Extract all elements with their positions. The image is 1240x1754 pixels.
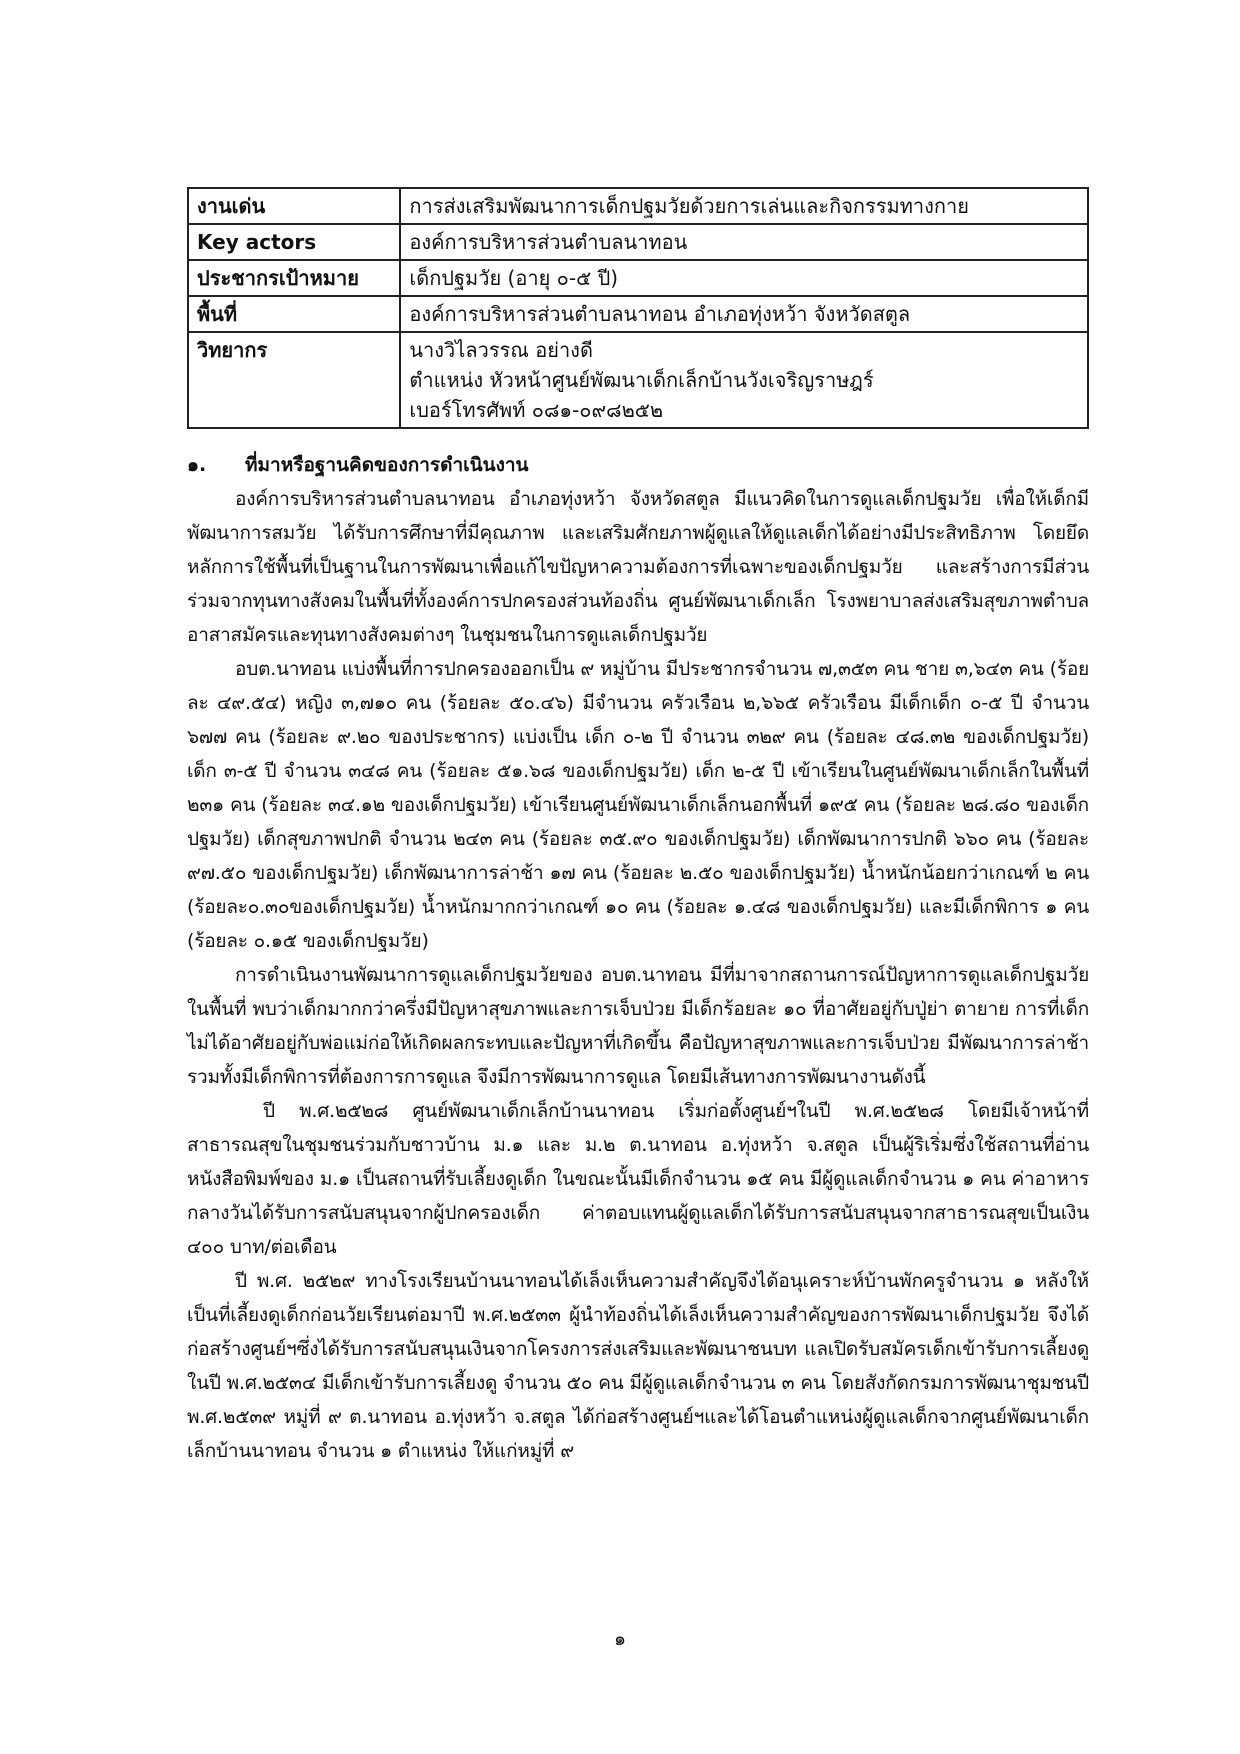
table-row <box>188 296 1088 332</box>
row-value <box>400 260 1088 296</box>
row-label: วิทยากร <box>188 332 400 428</box>
page-number: ๑ <box>613 1628 627 1650</box>
table-row <box>188 332 1088 428</box>
row-value <box>400 296 1088 332</box>
row-value-line: นางวิไลวรรณ อย่างดี <box>409 338 593 362</box>
row-label: Key actors <box>188 224 400 260</box>
section-heading <box>187 448 1089 482</box>
section-number: ๑. <box>187 454 207 476</box>
row-value <box>400 188 1088 224</box>
table-row <box>188 260 1088 296</box>
row-label: ประชากรเป้าหมาย <box>188 260 400 296</box>
row-value-line: เบอร์โทรศัพท์ ๐๘๑-๐๙๘๒๕๒ <box>409 398 664 422</box>
row-value-line: องค์การบริหารส่วนตำบลนาทอน อำเภอทุ่งหว้า จังหวัดสตูล <box>409 302 911 326</box>
table-row <box>188 188 1088 224</box>
row-value-line: ตำแหน่ง หัวหน้าศูนย์พัฒนาเด็กเล็กบ้านวังเจริญราษฎร์ <box>409 368 874 392</box>
row-value <box>400 332 1088 428</box>
row-value <box>400 224 1088 260</box>
paragraph: องค์การบริหารส่วนตำบลนาทอน อำเภอทุ่งหว้า จังหวัดสตูล มีแนวคิดในการดูแลเด็กปฐมวัย เพื่อให้เด็กมีพัฒนาการสมวัย ได้รับการศึกษาที่มีคุณภาพ และเสริมศักยภาพผู้ดูแลให้ดูแลเด็กได้อย่างมีประสิทธิภาพ โดยยึดหลักการใช้พื้นที่เป็นฐานในการพัฒนาเพื่อแก้ไขปัญหาความต้องการที่เฉพาะของเด็กปฐมวัย และสร้างการมีส่วนร่วมจากทุนทางสังคมในพื้นที่ทั้งองค์การปกครองส่วนท้องถิ่น ศูนย์พัฒนาเด็กเล็ก โรงพยาบาลส่งเสริมสุขภาพตำบล อาสาสมัครและทุนทางสังคมต่างๆ ในชุมชนในการดูแลเด็กปฐมวัย <box>187 488 1089 646</box>
info-table <box>187 187 1089 429</box>
paragraph: การดำเนินงานพัฒนาการดูแลเด็กปฐมวัยของ อบต.นาทอน มีที่มาจากสถานการณ์ปัญหาการดูแลเด็กปฐมวัยในพื้นที่ พบว่าเด็กมากกว่าครึ่งมีปัญหาสุขภาพและการเจ็บป่วย มีเด็กร้อยละ ๑๐ ที่อาศัยอยู่กับปู่ย่า ตายาย การที่เด็กไม่ได้อาศัยอยู่กับพ่อแม่ก่อให้เกิดผลกระทบและปัญหาที่เกิดขึ้น คือปัญหาสุขภาพและการเจ็บป่วย มีพัฒนาการล่าช้า รวมทั้งมีเด็กพิการที่ต้องการการดูแล จึงมีการพัฒนาการดูแล โดยมีเส้นทางการพัฒนางานดังนี้ <box>187 964 1089 1088</box>
section-content <box>187 448 1089 1468</box>
paragraph: ปี พ.ศ. ๒๕๒๙ ทางโรงเรียนบ้านนาทอนได้เล็งเห็นความสำคัญจึงได้อนุเคราะห์บ้านพักครูจำนวน ๑ หลังให้เป็นที่เลี้ยงดูเด็กก่อนวัยเรียนต่อมาปี พ.ศ.๒๕๓๓ ผู้นำท้องถิ่นได้เล็งเห็นความสำคัญของการพัฒนาเด็กปฐมวัย จึงได้ก่อสร้างศูนย์ฯซึ่งได้รับการสนับสนุนเงินจากโครงการส่งเสริมและพัฒนาชนบท แลเปิดรับสมัครเด็กเข้ารับการเลี้ยงดูในปี พ.ศ.๒๕๓๔ มีเด็กเข้ารับการเลี้ยงดู จำนวน ๕๐ คน มีผู้ดูแลเด็กจำนวน ๓ คน โดยสังกัดกรมการพัฒนาชุมชนปี พ.ศ.๒๕๓๙ หมู่ที่ ๙ ต.นาทอน อ.ทุ่งหว้า จ.สตูล ได้ก่อสร้างศูนย์ฯและได้โอนตำแหน่งผู้ดูแลเด็กจากศูนย์พัฒนาเด็กเล็กบ้านนาทอน จำนวน ๑ ตำแหน่ง ให้แก่หมู่ที่ ๙ <box>187 1270 1089 1462</box>
row-label: พื้นที่ <box>188 296 400 332</box>
row-value-line: เด็กปฐมวัย (อายุ ๐-๕ ปี) <box>409 266 619 290</box>
row-value-line: การส่งเสริมพัฒนาการเด็กปฐมวัยด้วยการเล่นและกิจกรรมทางกาย <box>409 194 969 218</box>
row-value-line: องค์การบริหารส่วนตำบลนาทอน <box>409 230 688 254</box>
table-row <box>188 224 1088 260</box>
paragraph: อบต.นาทอน แบ่งพื้นที่การปกครองออกเป็น ๙ หมู่บ้าน มีประชากรจำนวน ๗,๓๕๓ คน ชาย ๓,๖๔๓ คน (ร้อยละ ๔๙.๕๔) หญิง ๓,๗๑๐ คน (ร้อยละ ๕๐.๔๖) มีจำนวน ครัวเรือน ๒,๖๖๕ ครัวเรือน มีเด็กเด็ก ๐-๕ ปี จำนวน ๖๗๗ คน (ร้อยละ ๙.๒๐ ของประชากร) แบ่งเป็น เด็ก ๐-๒ ปี จำนวน ๓๒๙ คน (ร้อยละ ๔๘.๓๒ ของเด็กปฐมวัย) เด็ก ๓-๕ ปี จำนวน ๓๔๘ คน (ร้อยละ ๕๑.๖๘ ของเด็กปฐมวัย) เด็ก ๒-๕ ปี เข้าเรียนในศูนย์พัฒนาเด็กเล็กในพื้นที่ ๒๓๑ คน (ร้อยละ ๓๔.๑๒ ของเด็กปฐมวัย) เข้าเรียนศูนย์พัฒนาเด็กเล็กนอกพื้นที่ ๑๙๕ คน (ร้อยละ ๒๘.๘๐ ของเด็กปฐมวัย) เด็กสุขภาพปกติ จำนวน ๒๔๓ คน (ร้อยละ ๓๕.๙๐ ของเด็กปฐมวัย) เด็กพัฒนาการปกติ ๖๖๐ คน (ร้อยละ ๙๗.๕๐ ของเด็กปฐมวัย) เด็กพัฒนาการล่าช้า ๑๗ คน (ร้อยละ ๒.๕๐ ของเด็กปฐมวัย) น้ำหนักน้อยกว่าเกณฑ์ ๒ คน (ร้อยละ๐.๓๐ของเด็กปฐมวัย) น้ำหนักมากกว่าเกณฑ์ ๑๐ คน (ร้อยละ ๑.๔๘ ของเด็กปฐมวัย) และมีเด็กพิการ ๑ คน (ร้อยละ ๐.๑๕ ของเด็กปฐมวัย) <box>187 658 1089 952</box>
row-label: งานเด่น <box>188 188 400 224</box>
paragraph: ปี พ.ศ.๒๕๒๘ ศูนย์พัฒนาเด็กเล็กบ้านนาทอน เริ่มก่อตั้งศูนย์ฯในปี พ.ศ.๒๕๒๘ โดยมีเจ้าหน้าที่สาธารณสุขในชุมชนร่วมกับชาวบ้าน ม.๑ และ ม.๒ ต.นาทอน อ.ทุ่งหว้า จ.สตูล เป็นผู้ริเริ่มซึ่งใช้สถานที่อ่านหนังสือพิมพ์ของ ม.๑ เป็นสถานที่รับเลี้ยงดูเด็ก ในขณะนั้นมีเด็กจำนวน ๑๕ คน มีผู้ดูแลเด็กจำนวน ๑ คน ค่าอาหารกลางวันได้รับการสนับสนุนจากผู้ปกครองเด็ก ค่าตอบแทนผู้ดูแลเด็กได้รับการสนับสนุนจากสาธารณสุขเป็นเงิน ๔๐๐ บาท/ต่อเดือน <box>187 1100 1089 1258</box>
section-title: ที่มาหรือฐานคิดของการดำเนินงาน <box>245 454 529 476</box>
